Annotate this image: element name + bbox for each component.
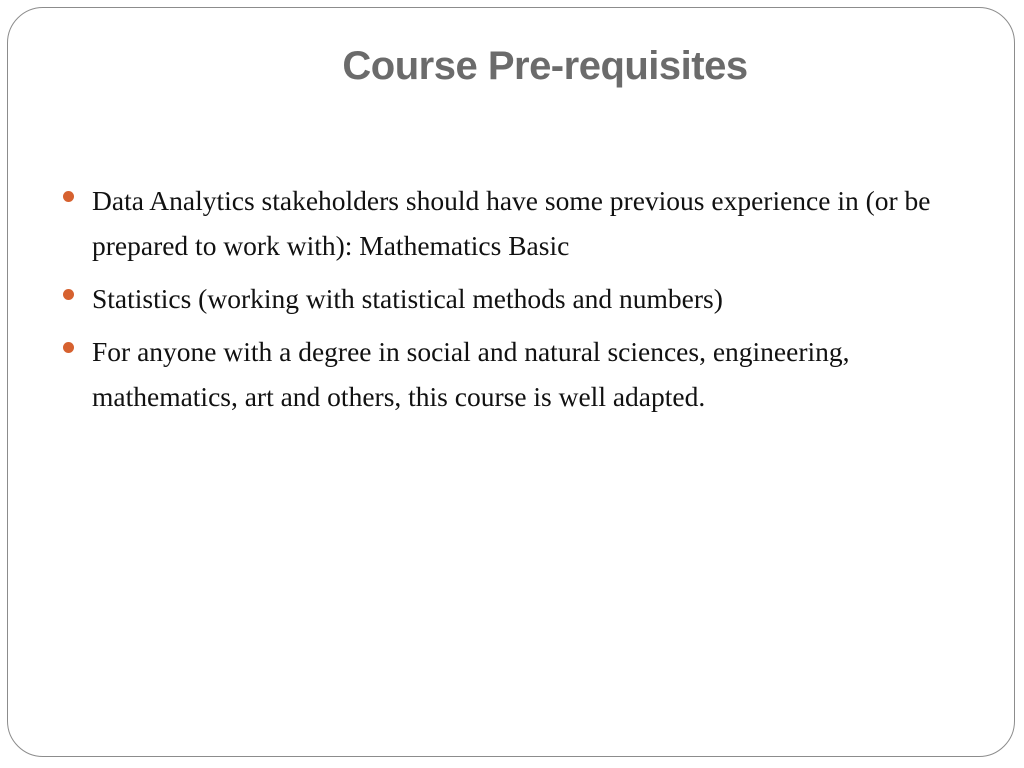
bullet-text: Data Analytics stakeholders should have some previous experience in (or be prepared to work with): Mathematics Basic <box>92 185 931 261</box>
bullet-item <box>60 329 960 419</box>
bullet-text: Statistics (working with statistical methods and numbers) <box>92 283 723 314</box>
slide-frame <box>7 7 1015 757</box>
bullet-list <box>60 178 960 427</box>
bullet-text: For anyone with a degree in social and natural sciences, engineering, mathematics, art and others, this course is well adapted. <box>92 336 850 412</box>
slide-title: Course Pre-requisites <box>342 44 748 88</box>
bullet-dot-icon <box>63 342 74 353</box>
bullet-dot-icon <box>63 289 74 300</box>
bullet-item <box>60 178 960 268</box>
bullet-dot-icon <box>63 191 74 202</box>
bullet-item <box>60 276 960 321</box>
